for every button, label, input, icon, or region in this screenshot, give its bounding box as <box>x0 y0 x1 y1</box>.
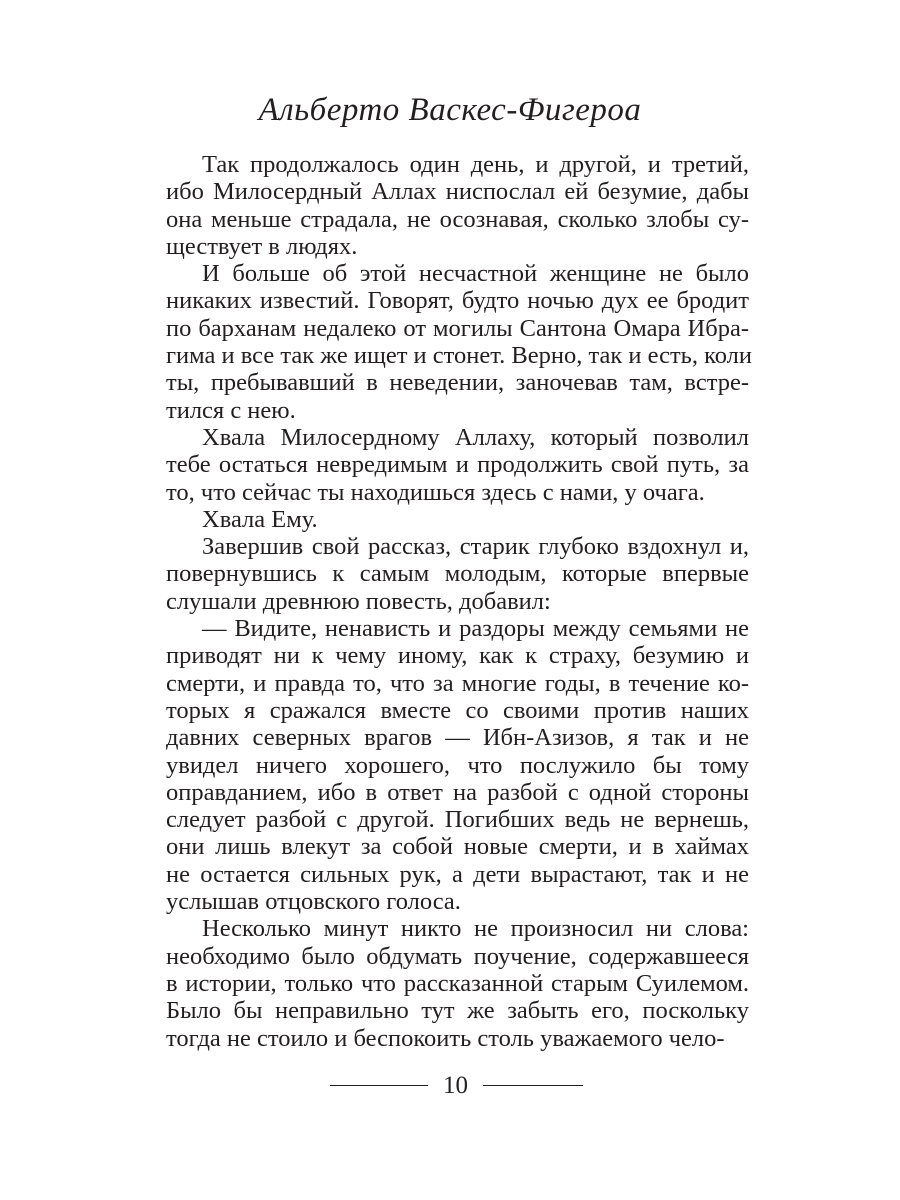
text-line: Хвала Ему. <box>202 505 318 533</box>
footer-rule-left <box>330 1085 428 1086</box>
text-line: то, что сейчас ты находишься здесь с нами, у очага. <box>166 478 705 506</box>
text-line: смерти, и правда то, что за многие годы, в течение ко- <box>166 669 749 697</box>
text-line: оправданием, ибо в ответ на разбой с одной стороны <box>166 778 749 806</box>
text-line: в истории, только что рассказанной старым Суилемом. <box>166 969 749 997</box>
text-line: давних северных врагов — Ибн-Азизов, я так и не <box>166 724 749 752</box>
text-line: торых я сражался вместе со своими против наших <box>166 696 749 724</box>
text-line: повернувшись к самым молодым, которые впервые <box>166 560 749 588</box>
text-line: тебе остаться невредимым и продолжить свой путь, за <box>166 451 749 479</box>
text-line: тогда не стоило и беспокоить столь уважаемого чело- <box>166 1024 725 1052</box>
footer-rule-right <box>483 1085 583 1086</box>
text-line: ты, пребывавший в неведении, заночевав там, встре- <box>166 369 749 397</box>
text-line: Завершив свой рассказ, старик глубоко вздохнул и, <box>202 533 749 561</box>
text-line: Было бы неправильно тут же забыть его, поскольку <box>166 997 749 1025</box>
page-footer <box>0 1073 900 1103</box>
text-line: никаких известий. Говорят, будто ночью дух ее бродит <box>166 287 749 315</box>
text-line: услышав отцовского голоса. <box>166 888 461 916</box>
text-line: они лишь влекут за собой новые смерти, и в хаймах <box>166 833 749 861</box>
text-line: слушали древнюю повесть, добавил: <box>166 587 551 615</box>
page-number: 10 <box>443 1072 468 1099</box>
text-line: следует разбой с другой. Погибших ведь не вернешь, <box>166 806 749 834</box>
text-line: увидел ничего хорошего, что послужило бы тому <box>166 751 749 779</box>
text-line: Несколько минут никто не произносил ни слова: <box>202 915 749 943</box>
text-line: необходимо было обдумать поучение, содержавшееся <box>166 942 749 970</box>
text-line: — Видите, ненависть и раздоры между семьями не <box>202 615 749 643</box>
text-line: приводят ни к чему иному, как к страху, безумию и <box>166 642 749 670</box>
text-line: тился с нею. <box>166 396 296 424</box>
text-line: не остается сильных рук, а дети вырастают, так и не <box>166 860 749 888</box>
text-line: Хвала Милосердному Аллаху, который позволил <box>202 423 749 451</box>
text-line: Так продолжалось один день, и другой, и третий, <box>202 151 749 178</box>
text-line: она меньше страдала, не осознавая, сколько злобы су- <box>166 205 749 233</box>
text-line: ществует в людях. <box>166 232 358 260</box>
running-header: Альберто Васкес-Фигероа <box>258 92 642 128</box>
body-text <box>166 151 753 1052</box>
text-line: по барханам недалеко от могилы Сантона Омара Ибра- <box>166 314 749 342</box>
text-line: И больше об этой несчастной женщине не было <box>202 260 749 288</box>
text-line: гима и все так же ищет и стонет. Верно, так и есть, коли <box>166 342 753 370</box>
text-line: ибо Милосердный Аллах ниспослал ей безумие, дабы <box>166 178 749 206</box>
